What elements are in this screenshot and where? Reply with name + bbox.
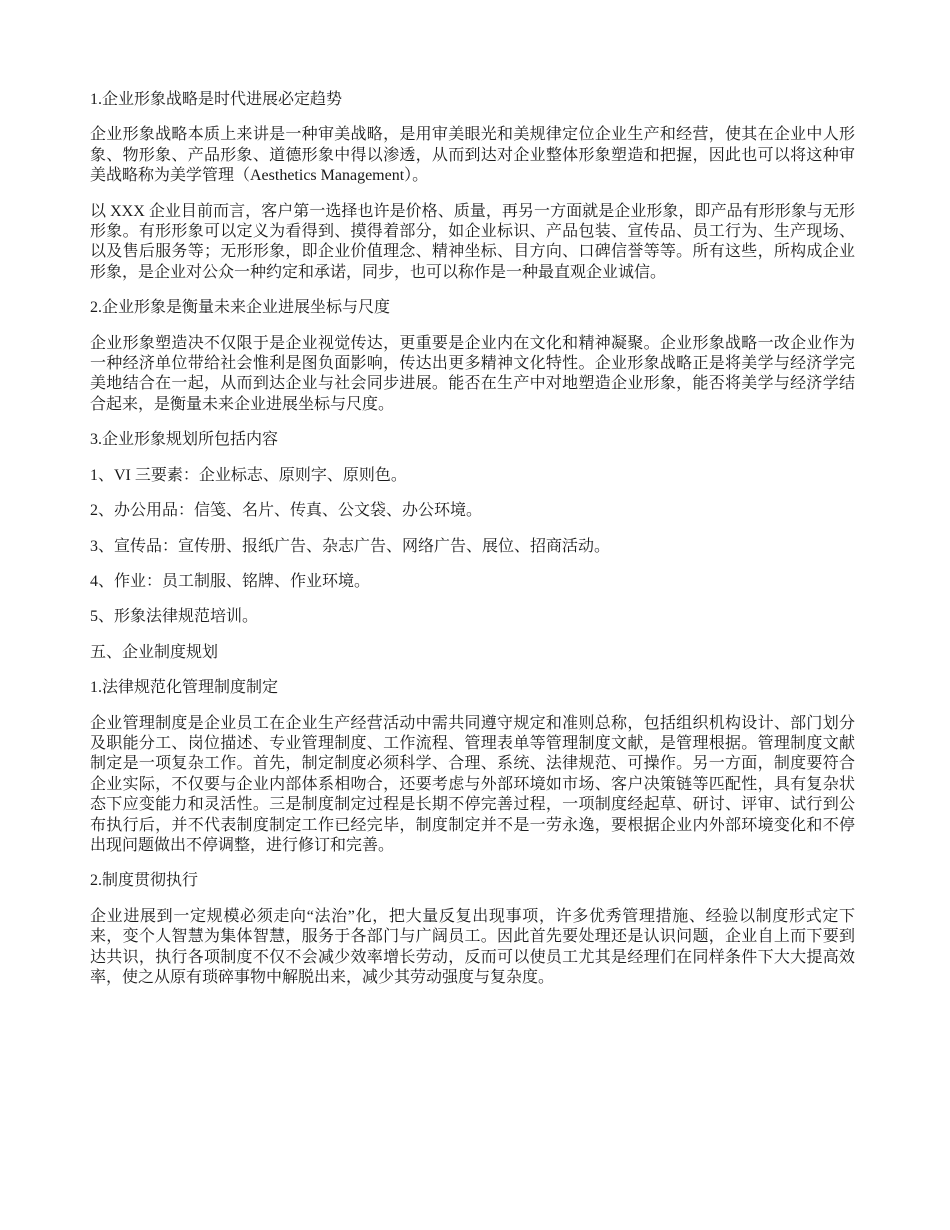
list-item: 5、形象法律规范培训。 — [90, 608, 259, 626]
list-item: 4、作业：员工制服、铭牌、作业环境。 — [90, 572, 371, 590]
section-heading-2: 2.企业形象是衡量未来企业进展坐标与尺度 — [90, 299, 391, 317]
list-item: 3、宣传品：宣传册、报纸广告、杂志广告、网络广告、展位、招商活动。 — [90, 537, 611, 555]
section-heading-1: 1.企业形象战略是时代进展必定趋势 — [90, 91, 343, 108]
list-item: 1、VI 三要素：企业标志、原则字、原则色。 — [90, 466, 407, 484]
document-page — [90, 90, 855, 1003]
section-heading-3: 3.企业形象规划所包括内容 — [90, 431, 279, 449]
list-item: 2、办公用品：信笺、名片、传真、公文袋、办公环境。 — [90, 502, 483, 520]
body-paragraph: 以 XXX 企业目前而言，客户第一选择也许是价格、质量，再另一方面就是企业形象，即产品有形形象与无形形象。有形形象可以定义为看得到、摸得着部分，如企业标识、产品包装、宣传品、员工行为、生产现场、以及售后服务等；无形形象，即企业价值理念、精神坐标、目方向、口碑信誉等等。所有这些，所构成企业形象，是企业对公众一种约定和承诺，同步，也可以称作是一种最直观企业诚信。 — [90, 202, 855, 281]
section-heading-5: 2.制度贯彻执行 — [90, 872, 199, 890]
body-paragraph: 企业管理制度是企业员工在企业生产经营活动中需共同遵守规定和准则总称，包括组织机构设计、部门划分及职能分工、岗位描述、专业管理制度、工作流程、管理表单等管理制度文献，是管理根据。管理制度文献制定是一项复杂工作。首先，制定制度必须科学、合理、系统、法律规范、可操作。另一方面，制度要符合企业实际，不仅要与企业内部体系相吻合，还要考虑与外部环境如市场、客户决策链等匹配性，具有复杂状态下应变能力和灵活性。三是制度制定过程是长期不停完善过程，一项制度经起草、研讨、评审、试行到公布执行后，并不代表制度制定工作已经完毕，制度制定并不是一劳永逸，要根据企业内外部环境变化和不停出现问题做出不停调整，进行修订和完善。 — [90, 714, 855, 854]
section-heading-4: 1.法律规范化管理制度制定 — [90, 679, 279, 697]
body-paragraph: 企业进展到一定规模必须走向“法治”化，把大量反复出现事项，许多优秀管理措施、经验以制度形式定下来，变个人智慧为集体智慧，服务于各部门与广阔员工。因此首先要处理还是认识问题，企业自上而下要到达共识，执行各项制度不仅不会减少效率增长劳动，反而可以使员工尤其是经理们在同样条件下大大提高效率，使之从原有琐碎事物中解脱出来，减少其劳动强度与复杂度。 — [90, 907, 855, 986]
body-paragraph: 企业形象战略本质上来讲是一种审美战略，是用审美眼光和美规律定位企业生产和经营，使其在企业中人形象、物形象、产品形象、道德形象中得以渗透，从而到达对企业整体形象塑造和把握，因此也可以将这种审美战略称为美学管理（Aesthetics Management）。 — [90, 126, 855, 185]
chapter-heading: 五、企业制度规划 — [90, 643, 219, 661]
body-paragraph: 企业形象塑造决不仅限于是企业视觉传达，更重要是企业内在文化和精神凝聚。企业形象战略一改企业作为一种经济单位带给社会惟利是图负面影响，传达出更多精神文化特性。企业形象战略正是将美学与经济学完美地结合在一起，从而到达企业与社会同步进展。能否在生产中对地塑造企业形象，能否将美学与经济学结合起来，是衡量未来企业进展坐标与尺度。 — [90, 334, 855, 413]
